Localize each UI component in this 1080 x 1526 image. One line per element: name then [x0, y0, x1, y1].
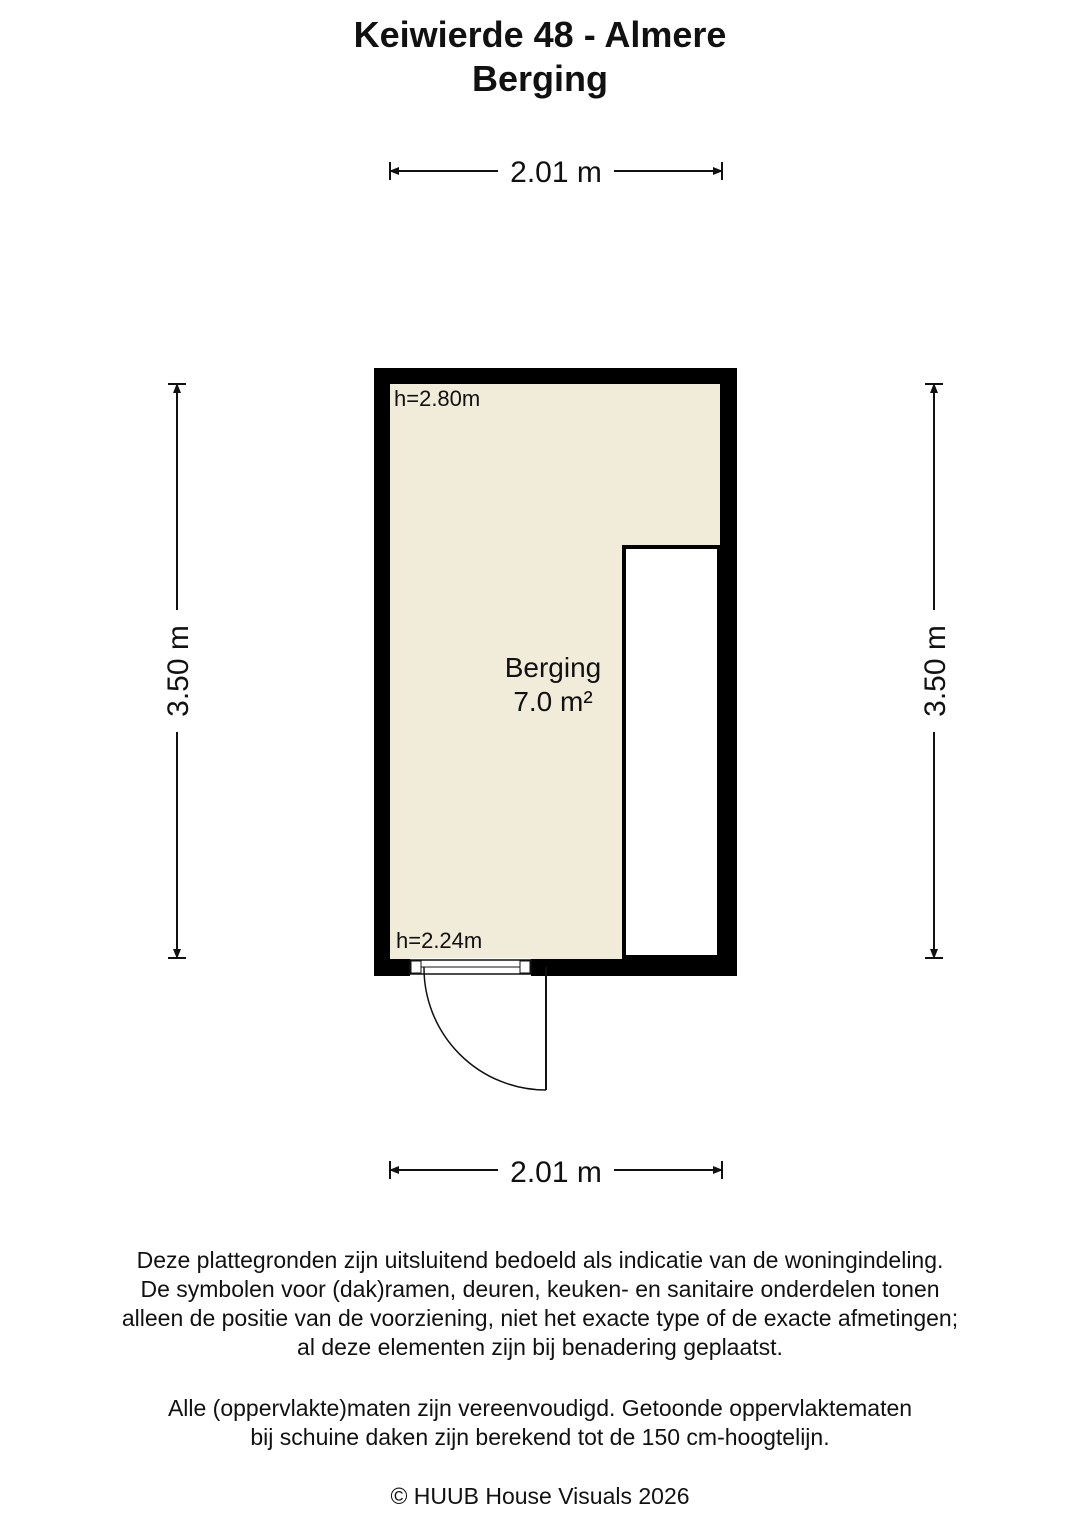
disclaimer-line: Deze plattegronden zijn uitsluitend bedoeld als indicatie van de woningindeling. [136, 1247, 944, 1273]
top-width-label: 2.01 m [510, 156, 602, 189]
top-width-dimension [390, 156, 722, 189]
disclaimer-line: bij schuine daken zijn berekend tot de 150 cm-hoogtelijn. [250, 1424, 830, 1450]
left-height-dimension [162, 384, 195, 958]
left-height-label: 3.50 m [162, 625, 195, 717]
room-area: 7.0 m² [513, 686, 593, 717]
door-swing [424, 967, 546, 1090]
disclaimer-line: alleen de positie van de voorziening, niet het exacte type of de exacte afmetingen; [121, 1305, 959, 1331]
ceiling-height-top: h=2.80m [394, 386, 481, 411]
disclaimer-line: Alle (oppervlakte)maten zijn vereenvoudigd. Getoonde oppervlaktematen [167, 1395, 913, 1421]
disclaimer-line: De symbolen voor (dak)ramen, deuren, keuken- en sanitaire onderdelen tonen [140, 1276, 940, 1302]
disclaimer-paragraph-1 [40, 1246, 1040, 1362]
plan-subtitle: Berging [471, 58, 608, 99]
room-berging [374, 368, 737, 1090]
plan-title: Keiwierde 48 - Almere [353, 14, 727, 55]
bottom-width-dimension [390, 1156, 722, 1189]
room-name: Berging [504, 652, 602, 683]
storage-block [626, 549, 717, 955]
disclaimer-paragraph-2 [40, 1394, 1040, 1452]
right-height-label: 3.50 m [919, 625, 952, 717]
right-height-dimension [919, 384, 952, 958]
ceiling-height-bottom: h=2.24m [396, 928, 483, 953]
copyright-notice: © HUUB House Visuals 2026 [390, 1483, 690, 1509]
bottom-width-label: 2.01 m [510, 1156, 602, 1189]
disclaimer-line: al deze elementen zijn bij benadering geplaatst. [297, 1334, 783, 1360]
